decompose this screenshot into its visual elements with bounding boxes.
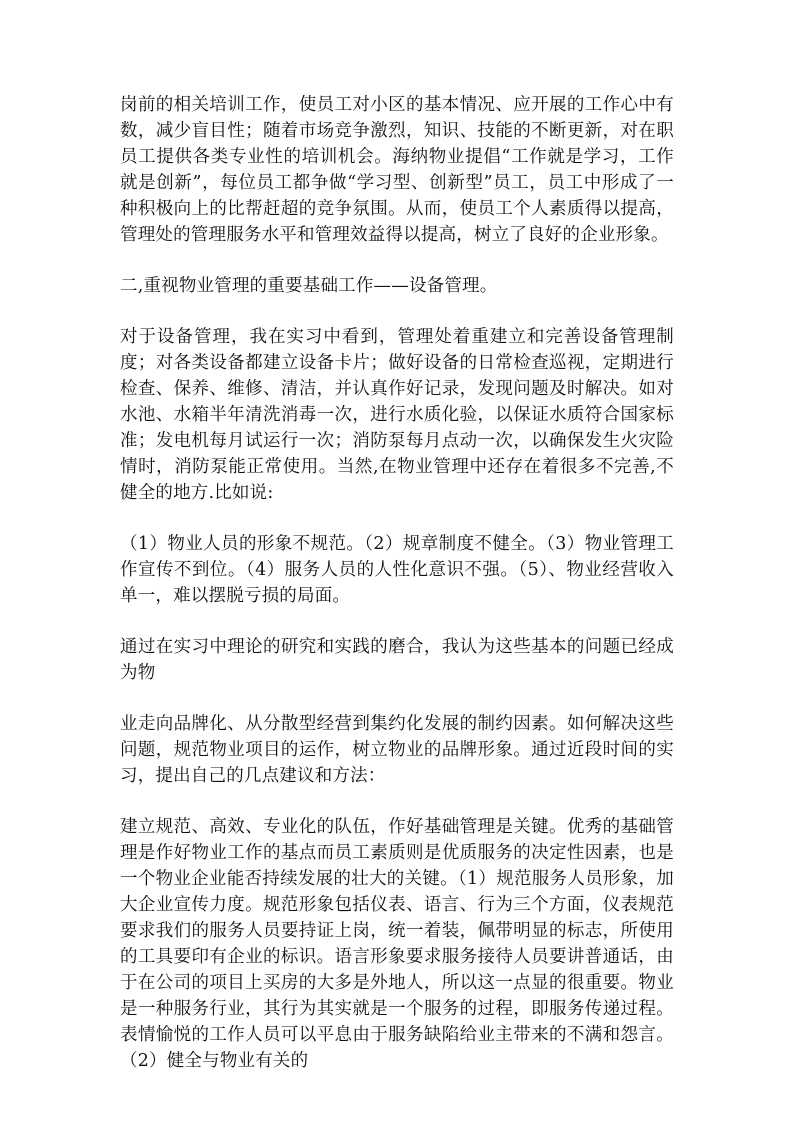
paragraph-team-building: 建立规范、高效、专业化的队伍，作好基础管理是关键。优秀的基础管理是作好物业工作的基点而员工素质则是优质服务的决定性因素，也是一个物业企业能否持续发展的壮大的关键。（1）规范服务人员形象，加大企业宣传力度。规范形象包括仪表、语言、行为三个方面，仪表规范要求我们的服务人员要持证上岗，统一着装，佩带明显的标志，所使用的工具要印有企业的标识。语言形象要求服务接待人员要讲普通话，由于在公司的项目上买房的大多是外地人，所以这一点显的很重要。物业是一种服务行业，其行为其实就是一个服务的过程，即服务传递过程。表情愉悦的工作人员可以平息由于服务缺陷给业主带来的不满和怨言。（2）健全与物业有关的 (120, 817, 674, 1071)
paragraph-brand-constraints: 业走向品牌化、从分散型经营到集约化发展的制约因素。如何解决这些问题，规范物业项目的运作，树立物业的品牌形象。通过近段时间的实习，提出自己的几点建议和方法： (120, 714, 674, 786)
paragraph-training: 岗前的相关培训工作，使员工对小区的基本情况、应开展的工作心中有数，减少盲目性；随着市场竞争激烈，知识、技能的不断更新，对在职员工提供各类专业性的培训机会。海纳物业提倡“工作就是学习，工作就是创新”，每位员工都争做“学习型、创新型”员工，员工中形成了一种积极向上的比帮赶超的竞争氛围。从而，使员工个人素质得以提高，管理处的管理服务水平和管理效益得以提高，树立了良好的企业形象。 (120, 95, 674, 245)
paragraph-problem-list: （1）物业人员的形象不规范。（2）规章制度不健全。（3）物业管理工作宣传不到位。（4）服务人员的人性化意识不强。（5）、物业经营收入单一，难以摆脱亏损的局面。 (120, 534, 674, 606)
document-page (120, 92, 674, 1100)
paragraph-practice-conclusion: 通过在实习中理论的研究和实践的磨合，我认为这些基本的问题已经成为物 (120, 637, 674, 683)
section-heading-equipment-management: 二,重视物业管理的重要基础工作——设备管理。 (120, 276, 498, 296)
paragraph-equipment-management: 对于设备管理，我在实习中看到，管理处着重建立和完善设备管理制度；对各类设备都建立设备卡片；做好设备的日常检查巡视，定期进行检查、保养、维修、清洁，并认真作好记录，发现问题及时解决。如对水池、水箱半年清洗消毒一次，进行水质化验，以保证水质符合国家标准；发电机每月试运行一次；消防泵每月点动一次，以确保发生火灾险情时，消防泵能正常使用。当然,在物业管理中还存在着很多不完善,不健全的地方.比如说: (120, 327, 674, 503)
